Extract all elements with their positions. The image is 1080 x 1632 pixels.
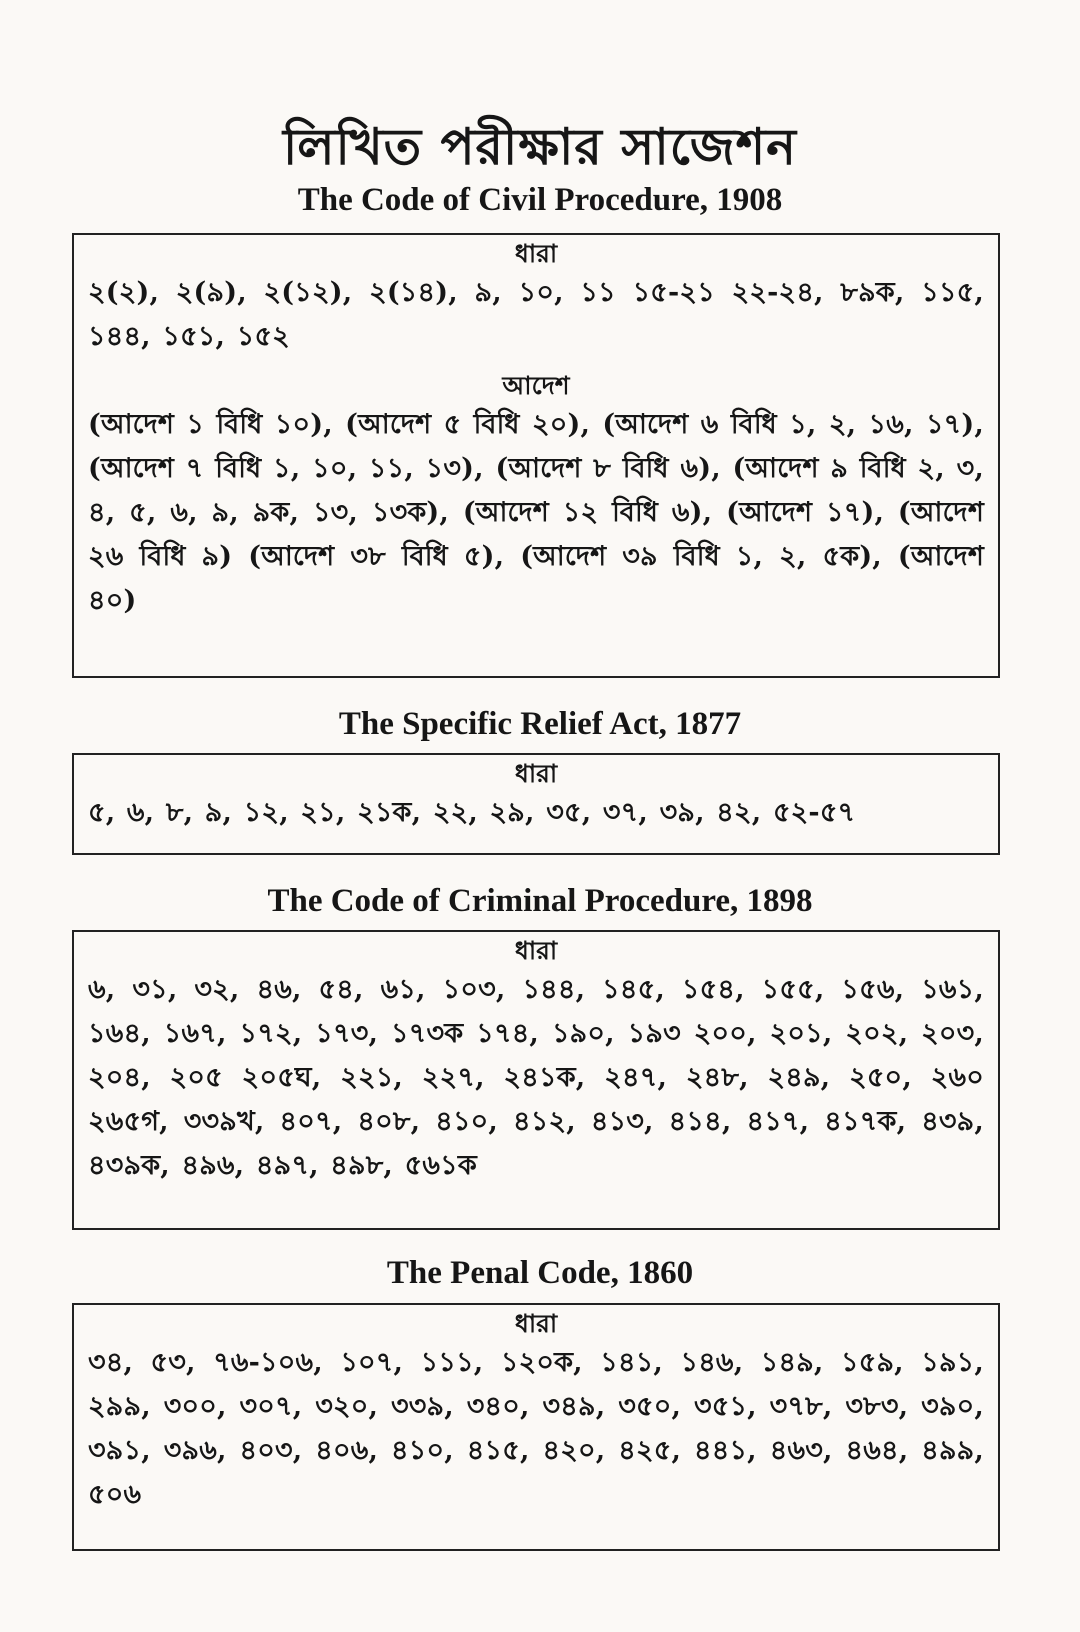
civil-procedure-dhara-list: ২(২), ২(৯), ২(১২), ২(১৪), ৯, ১০, ১১ ১৫-২১ ২২-২৪, ৮৯ক, ১১৫, ১৪৪, ১৫১, ১৫২ (88, 277, 984, 352)
dhara-heading: ধারা (514, 759, 558, 788)
act-title-specific-relief: The Specific Relief Act, 1877 (338, 706, 742, 742)
act-title-criminal-procedure: The Code of Criminal Procedure, 1898 (267, 883, 813, 919)
adesh-heading: আদেশ (502, 371, 570, 400)
act-title-civil-procedure: The Code of Civil Procedure, 1908 (297, 182, 783, 218)
specific-relief-dhara-list: ৫, ৬, ৮, ৯, ১২, ২১, ২১ক, ২২, ২৯, ৩৫, ৩৭, ৩৯, ৪২, ৫২-৫৭ (88, 797, 856, 828)
penal-code-dhara-list: ৩৪, ৫৩, ৭৬-১০৬, ১০৭, ১১১, ১২০ক, ১৪১, ১৪৬, ১৪৯, ১৫৯, ১৯১, ২৯৯, ৩০০, ৩০৭, ৩২০, ৩৩৯, ৩৪০, ৩৪৯, ৩৫০, ৩৫১, ৩৭৮, ৩৮৩, ৩৯০, ৩৯১, ৩৯৬, ৪০৩, ৪০৬, ৪১০, ৪১৫, ৪২০, ৪২৫, ৪৪১, ৪৬৩, ৪৬৪, ৪৯৯, ৫০৬ (88, 1347, 984, 1510)
civil-procedure-box (72, 233, 1000, 678)
dhara-heading: ধারা (514, 936, 558, 965)
criminal-procedure-box (72, 930, 1000, 1230)
dhara-heading: ধারা (514, 239, 558, 268)
specific-relief-box (72, 753, 1000, 855)
dhara-heading: ধারা (514, 1309, 558, 1338)
page-title: লিখিত পরীক্ষার সাজেশন (282, 117, 798, 176)
penal-code-box (72, 1303, 1000, 1551)
civil-procedure-adesh-list: (আদেশ ১ বিধি ১০), (আদেশ ৫ বিধি ২০), (আদেশ ৬ বিধি ১, ২, ১৬, ১৭), (আদেশ ৭ বিধি ১, ১০, ১১, ১৩), (আদেশ ৮ বিধি ৬), (আদেশ ৯ বিধি ২, ৩, ৪, ৫, ৬, ৯, ৯ক, ১৩, ১৩ক), (আদেশ ১২ বিধি ৬), (আদেশ ১৭), (আদেশ ২৬ বিধি ৯) (আদেশ ৩৮ বিধি ৫), (আদেশ ৩৯ বিধি ১, ২, ৫ক), (আদেশ ৪০) (88, 409, 984, 616)
criminal-procedure-dhara-list: ৬, ৩১, ৩২, ৪৬, ৫৪, ৬১, ১০৩, ১৪৪, ১৪৫, ১৫৪, ১৫৫, ১৫৬, ১৬১, ১৬৪, ১৬৭, ১৭২, ১৭৩, ১৭৩ক ১৭৪, ১৯০, ১৯৩ ২০০, ২০১, ২০২, ২০৩, ২০৪, ২০৫ ২০৫ঘ, ২২১, ২২৭, ২৪১ক, ২৪৭, ২৪৮, ২৪৯, ২৫০, ২৬০ ২৬৫গ, ৩৩৯খ, ৪০৭, ৪০৮, ৪১০, ৪১২, ৪১৩, ৪১৪, ৪১৭, ৪১৭ক, ৪৩৯, ৪৩৯ক, ৪৯৬, ৪৯৭, ৪৯৮, ৫৬১ক (88, 974, 984, 1181)
act-title-penal-code: The Penal Code, 1860 (386, 1255, 694, 1291)
